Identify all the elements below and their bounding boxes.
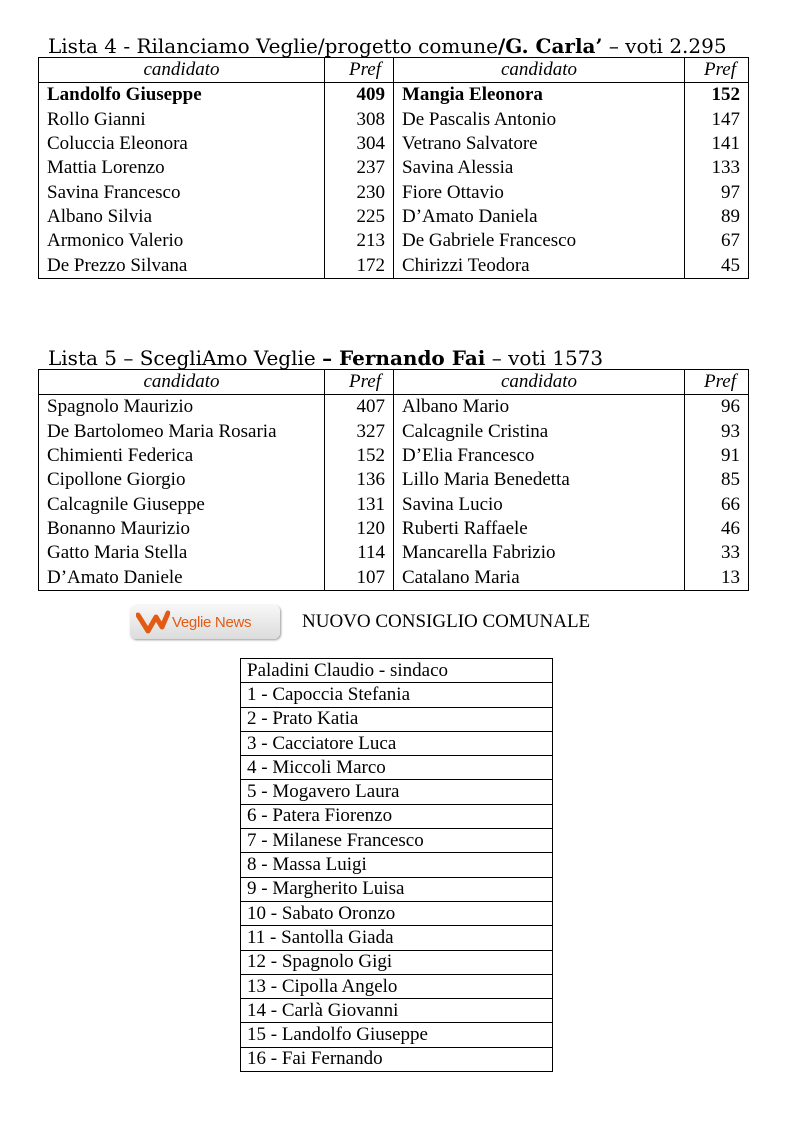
candidate-name: Savina Alessia (394, 156, 685, 180)
preference-votes: 327 (325, 420, 394, 444)
candidate-name: Calcagnile Giuseppe (39, 492, 325, 516)
candidate-name: Albano Mario (394, 395, 685, 420)
candidate-name: Savina Lucio (394, 492, 685, 516)
preference-votes: 120 (325, 517, 394, 541)
candidate-name: D’Amato Daniela (394, 205, 685, 229)
council-row (241, 829, 553, 853)
candidate-header: candidato (394, 58, 685, 83)
candidate-name: Lillo Maria Benedetta (394, 468, 685, 492)
council-member: 5 - Mogavero Laura (241, 780, 553, 804)
preference-votes: 13 (685, 565, 749, 590)
candidate-name: Bonanno Maurizio (39, 517, 325, 541)
council-table (240, 658, 553, 1072)
council-row (241, 1023, 553, 1047)
preference-votes: 147 (685, 108, 749, 132)
candidate-name: Mancarella Fabrizio (394, 541, 685, 565)
pref-header: Pref (685, 58, 749, 83)
table-row (39, 229, 749, 253)
candidate-header: candidato (39, 58, 325, 83)
council-row (241, 974, 553, 998)
council-row (241, 659, 553, 683)
preference-votes: 230 (325, 180, 394, 204)
preference-votes: 114 (325, 541, 394, 565)
candidate-name: De Bartolomeo Maria Rosaria (39, 420, 325, 444)
header-row (39, 370, 749, 395)
candidate-name: Vetrano Salvatore (394, 132, 685, 156)
list5-title (48, 346, 603, 370)
council-rows (241, 659, 553, 1072)
council-row (241, 683, 553, 707)
list4-rows (39, 58, 749, 279)
list4-title (48, 34, 727, 58)
table-row (39, 444, 749, 468)
council-member: 14 - Carlà Giovanni (241, 999, 553, 1023)
list4-mayor-candidate: /G. Carla’ (497, 34, 603, 58)
preference-votes: 141 (685, 132, 749, 156)
candidate-name: Mangia Eleonora (394, 83, 685, 108)
preference-votes: 33 (685, 541, 749, 565)
council-row (241, 853, 553, 877)
preference-votes: 133 (685, 156, 749, 180)
council-row (241, 731, 553, 755)
candidate-name: Catalano Maria (394, 565, 685, 590)
preference-votes: 308 (325, 108, 394, 132)
preference-votes: 46 (685, 517, 749, 541)
table-row (39, 156, 749, 180)
candidate-name: Chimienti Federica (39, 444, 325, 468)
council-member: 1 - Capoccia Stefania (241, 683, 553, 707)
council-row (241, 804, 553, 828)
council-row (241, 780, 553, 804)
candidate-name: D’Elia Francesco (394, 444, 685, 468)
council-member: 16 - Fai Fernando (241, 1047, 553, 1071)
table-row (39, 180, 749, 204)
candidate-name: Albano Silvia (39, 205, 325, 229)
preference-votes: 131 (325, 492, 394, 516)
candidate-header: candidato (394, 370, 685, 395)
preference-votes: 91 (685, 444, 749, 468)
preference-votes: 93 (685, 420, 749, 444)
candidate-name: De Prezzo Silvana (39, 253, 325, 278)
preference-votes: 96 (685, 395, 749, 420)
table-row (39, 492, 749, 516)
council-member: 7 - Milanese Francesco (241, 829, 553, 853)
council-member: 12 - Spagnolo Gigi (241, 950, 553, 974)
candidate-name: Spagnolo Maurizio (39, 395, 325, 420)
candidate-header: candidato (39, 370, 325, 395)
council-row (241, 999, 553, 1023)
council-row (241, 877, 553, 901)
table-row (39, 205, 749, 229)
candidate-name: Gatto Maria Stella (39, 541, 325, 565)
council-row (241, 756, 553, 780)
candidate-name: De Pascalis Antonio (394, 108, 685, 132)
table-row (39, 541, 749, 565)
logo-text: Veglie News (172, 613, 252, 631)
council-member: 8 - Massa Luigi (241, 853, 553, 877)
council-member: 2 - Prato Katia (241, 707, 553, 731)
preference-votes: 225 (325, 205, 394, 229)
pref-header: Pref (325, 58, 394, 83)
preference-votes: 66 (685, 492, 749, 516)
preference-votes: 409 (325, 83, 394, 108)
candidate-name: Landolfo Giuseppe (39, 83, 325, 108)
table-row (39, 108, 749, 132)
candidate-name: Rollo Gianni (39, 108, 325, 132)
list4-votes: – voti 2.295 (602, 34, 727, 58)
candidate-name: Cipollone Giorgio (39, 468, 325, 492)
candidate-name: Ruberti Raffaele (394, 517, 685, 541)
candidate-name: Coluccia Eleonora (39, 132, 325, 156)
council-row (241, 950, 553, 974)
list5-votes: – voti 1573 (485, 346, 604, 370)
preference-votes: 85 (685, 468, 749, 492)
preference-votes: 67 (685, 229, 749, 253)
council-member: 10 - Sabato Oronzo (241, 901, 553, 925)
preference-votes: 136 (325, 468, 394, 492)
preference-votes: 152 (325, 444, 394, 468)
council-row (241, 707, 553, 731)
logo-mark-icon (136, 609, 170, 635)
council-member: 11 - Santolla Giada (241, 926, 553, 950)
list4-table (38, 57, 749, 279)
candidate-name: Armonico Valerio (39, 229, 325, 253)
mayor-name: Paladini Claudio - sindaco (241, 659, 553, 683)
council-member: 13 - Cipolla Angelo (241, 974, 553, 998)
list5-title-prefix: Lista 5 – ScegliAmo Veglie (48, 346, 323, 370)
preference-votes: 152 (685, 83, 749, 108)
candidate-name: Mattia Lorenzo (39, 156, 325, 180)
council-member: 3 - Cacciatore Luca (241, 731, 553, 755)
table-row (39, 253, 749, 278)
candidate-name: Calcagnile Cristina (394, 420, 685, 444)
preference-votes: 107 (325, 565, 394, 590)
council-heading: NUOVO CONSIGLIO COMUNALE (302, 611, 591, 632)
candidate-name: Fiore Ottavio (394, 180, 685, 204)
council-row (241, 926, 553, 950)
preference-votes: 213 (325, 229, 394, 253)
council-member: 15 - Landolfo Giuseppe (241, 1023, 553, 1047)
preference-votes: 304 (325, 132, 394, 156)
header-row (39, 58, 749, 83)
candidate-name: De Gabriele Francesco (394, 229, 685, 253)
pref-header: Pref (325, 370, 394, 395)
preference-votes: 97 (685, 180, 749, 204)
preference-votes: 45 (685, 253, 749, 278)
list4-title-prefix: Lista 4 - Rilanciamo Veglie/progetto comune (48, 34, 498, 58)
council-member: 4 - Miccoli Marco (241, 756, 553, 780)
table-row (39, 517, 749, 541)
table-row (39, 132, 749, 156)
preference-votes: 237 (325, 156, 394, 180)
council-member: 9 - Margherito Luisa (241, 877, 553, 901)
council-member: 6 - Patera Fiorenzo (241, 804, 553, 828)
table-row (39, 420, 749, 444)
candidate-name: Savina Francesco (39, 180, 325, 204)
council-row (241, 901, 553, 925)
candidate-name: Chirizzi Teodora (394, 253, 685, 278)
candidate-name: D’Amato Daniele (39, 565, 325, 590)
preference-votes: 172 (325, 253, 394, 278)
pref-header: Pref (685, 370, 749, 395)
council-row (241, 1047, 553, 1071)
preference-votes: 407 (325, 395, 394, 420)
veglie-news-logo (130, 605, 280, 639)
table-row (39, 565, 749, 590)
list5-rows (39, 370, 749, 591)
preference-votes: 89 (685, 205, 749, 229)
list5-mayor-candidate: – Fernando Fai (322, 346, 486, 370)
table-row (39, 395, 749, 420)
list5-table (38, 369, 749, 591)
table-row (39, 83, 749, 108)
table-row (39, 468, 749, 492)
